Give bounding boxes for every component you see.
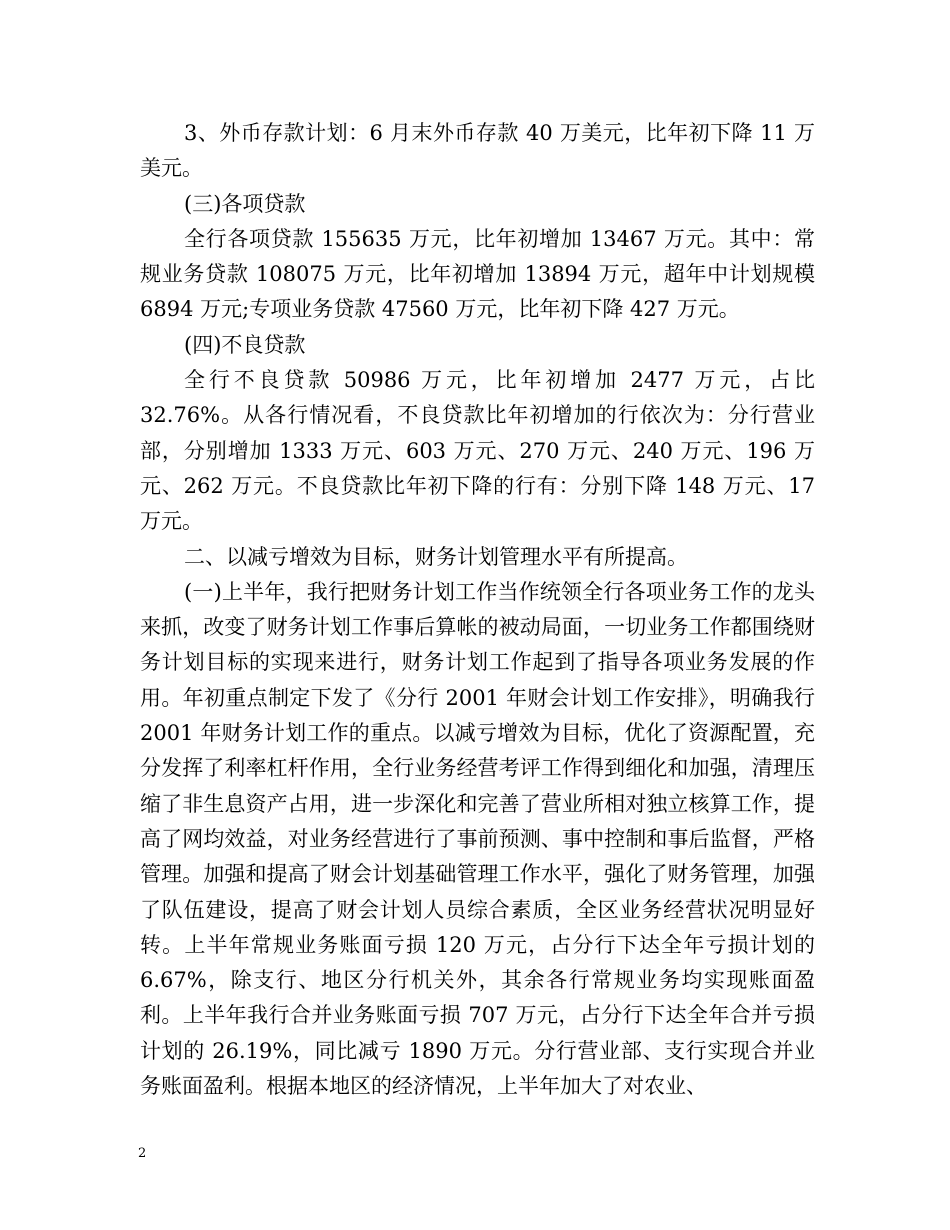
document-body [140, 116, 815, 1104]
paragraph-bad-loans: 全行不良贷款 50986 万元，比年初增加 2477 万元，占比 32.76%。从各行情况看，不良贷款比年初增加的行依次为：分行营业部，分别增加 1333 万元、603 万元、270 万元、240 万元、196 万元、262 万元。不良贷款比年初下降的行有：分别下降 148 万元、17 万元。 [140, 368, 815, 534]
paragraph-financial-plan: (一)上半年，我行把财务计划工作当作统领全行各项业务工作的龙头来抓，改变了财务计划工作事后算帐的被动局面，一切业务工作都围绕财务计划目标的实现来进行，财务计划工作起到了指导各项业务发展的作用。年初重点制定下发了《分行 2001 年财会计划工作安排》，明确我行 2001 年财务计划工作的重点。以减亏增效为目标，优化了资源配置，充分发挥了利率杠杆作用，全行业务经营考评工作得到细化和加强，清理压缩了非生息资产占用，进一步深化和完善了营业所相对独立核算工作，提高了网均效益，对业务经营进行了事前预测、事中控制和事后监督，严格管理。加强和提高了财会计划基础管理工作水平，强化了财务管理，加强了队伍建设，提高了财会计划人员综合素质，全区业务经营状况明显好转。上半年常规业务账面亏损 120 万元，占分行下达全年亏损计划的 6.67%，除支行、地区分行机关外，其余各行常规业务均实现账面盈利。上半年我行合并业务账面亏损 707 万元，占分行下达全年合并亏损计划的 26.19%，同比减亏 1890 万元。分行营业部、支行实现合并业务账面盈利。根据本地区的经济情况，上半年加大了对农业、 [140, 579, 815, 1099]
page-number: 2 [138, 1146, 147, 1161]
paragraph-foreign-deposit: 3、外币存款计划：6 月末外币存款 40 万美元，比年初下降 11 万美元。 [140, 121, 815, 181]
section-heading-financial-plan: 二、以减亏增效为目标，财务计划管理水平有所提高。 [184, 544, 688, 569]
section-heading-bad-loans: (四)不良贷款 [184, 332, 306, 357]
section-heading-loans: (三)各项贷款 [184, 191, 306, 216]
paragraph-loans: 全行各项贷款 155635 万元，比年初增加 13467 万元。其中：常规业务贷款 108075 万元，比年初增加 13894 万元，超年中计划规模 6894 万元;专项业务贷款 47560 万元，比年初下降 427 万元。 [140, 226, 815, 322]
